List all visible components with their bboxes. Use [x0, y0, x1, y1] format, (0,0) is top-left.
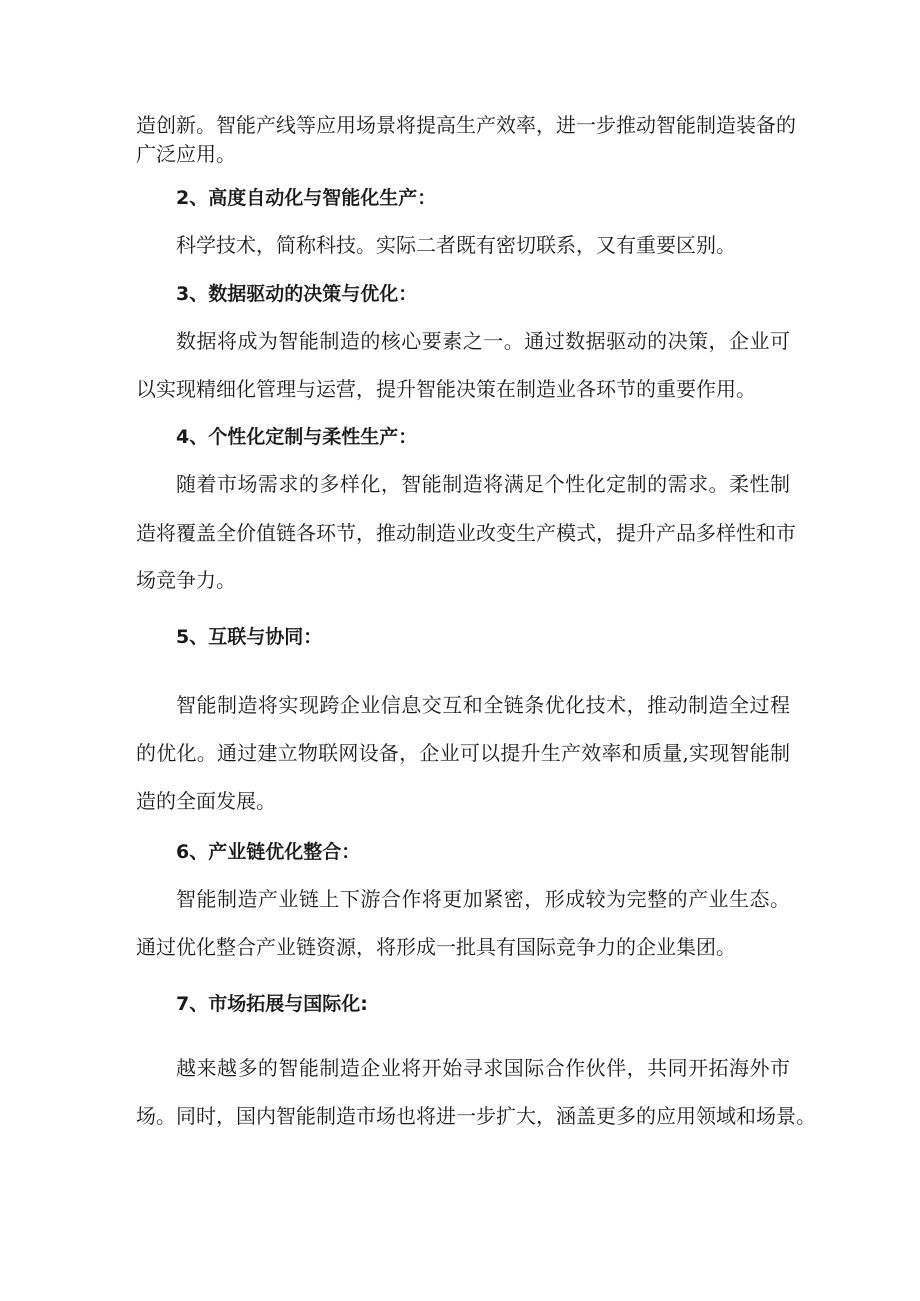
section-heading: 4、个性化定制与柔性生产：: [176, 426, 418, 448]
section-heading: 2、高度自动化与智能化生产：: [176, 187, 437, 209]
body-line: 智能制造将实现跨企业信息交互和全链条优化技术，推动制造全过程: [176, 693, 790, 717]
body-line: 智能制造产业链上下游合作将更加紧密，形成较为完整的产业生态。: [176, 887, 790, 911]
body-line: 随着市场需求的多样化，智能制造将满足个性化定制的需求。柔性制: [176, 472, 790, 496]
body-line: 场竞争力。: [136, 568, 236, 592]
body-line: 场。同时，国内智能制造市场也将进一步扩大，涵盖更多的应用领域和场景。: [136, 1104, 816, 1128]
body-line: 通过优化整合产业链资源，将形成一批具有国际竞争力的企业集团。: [136, 935, 736, 959]
section-heading: 6、产业链优化整合：: [176, 841, 361, 863]
body-line: 造创新。智能产线等应用场景将提高生产效率，进一步推动智能制造装备的: [136, 113, 796, 137]
body-line: 数据将成为智能制造的核心要素之一。通过数据驱动的决策，企业可: [176, 329, 790, 353]
section-heading: 7、市场拓展与国际化:: [176, 993, 368, 1015]
body-line: 以实现精细化管理与运营，提升智能决策在制造业各环节的重要作用。: [136, 377, 756, 401]
body-line: 的优化。通过建立物联网设备，企业可以提升生产效率和质量,实现智能制: [136, 741, 790, 765]
section-heading: 3、数据驱动的决策与优化：: [176, 283, 418, 305]
body-line: 科学技术，简称科技。实际二者既有密切联系，又有重要区别。: [176, 233, 736, 257]
body-line: 造将覆盖全价值链各环节，推动制造业改变生产模式，提升产品多样性和市: [136, 521, 796, 545]
body-line: 越来越多的智能制造企业将开始寻求国际合作伙伴，共同开拓海外市: [176, 1056, 790, 1080]
section-heading: 5、互联与协同：: [176, 626, 323, 648]
body-line: 造的全面发展。: [136, 789, 276, 813]
body-line: 广泛应用。: [136, 142, 236, 166]
